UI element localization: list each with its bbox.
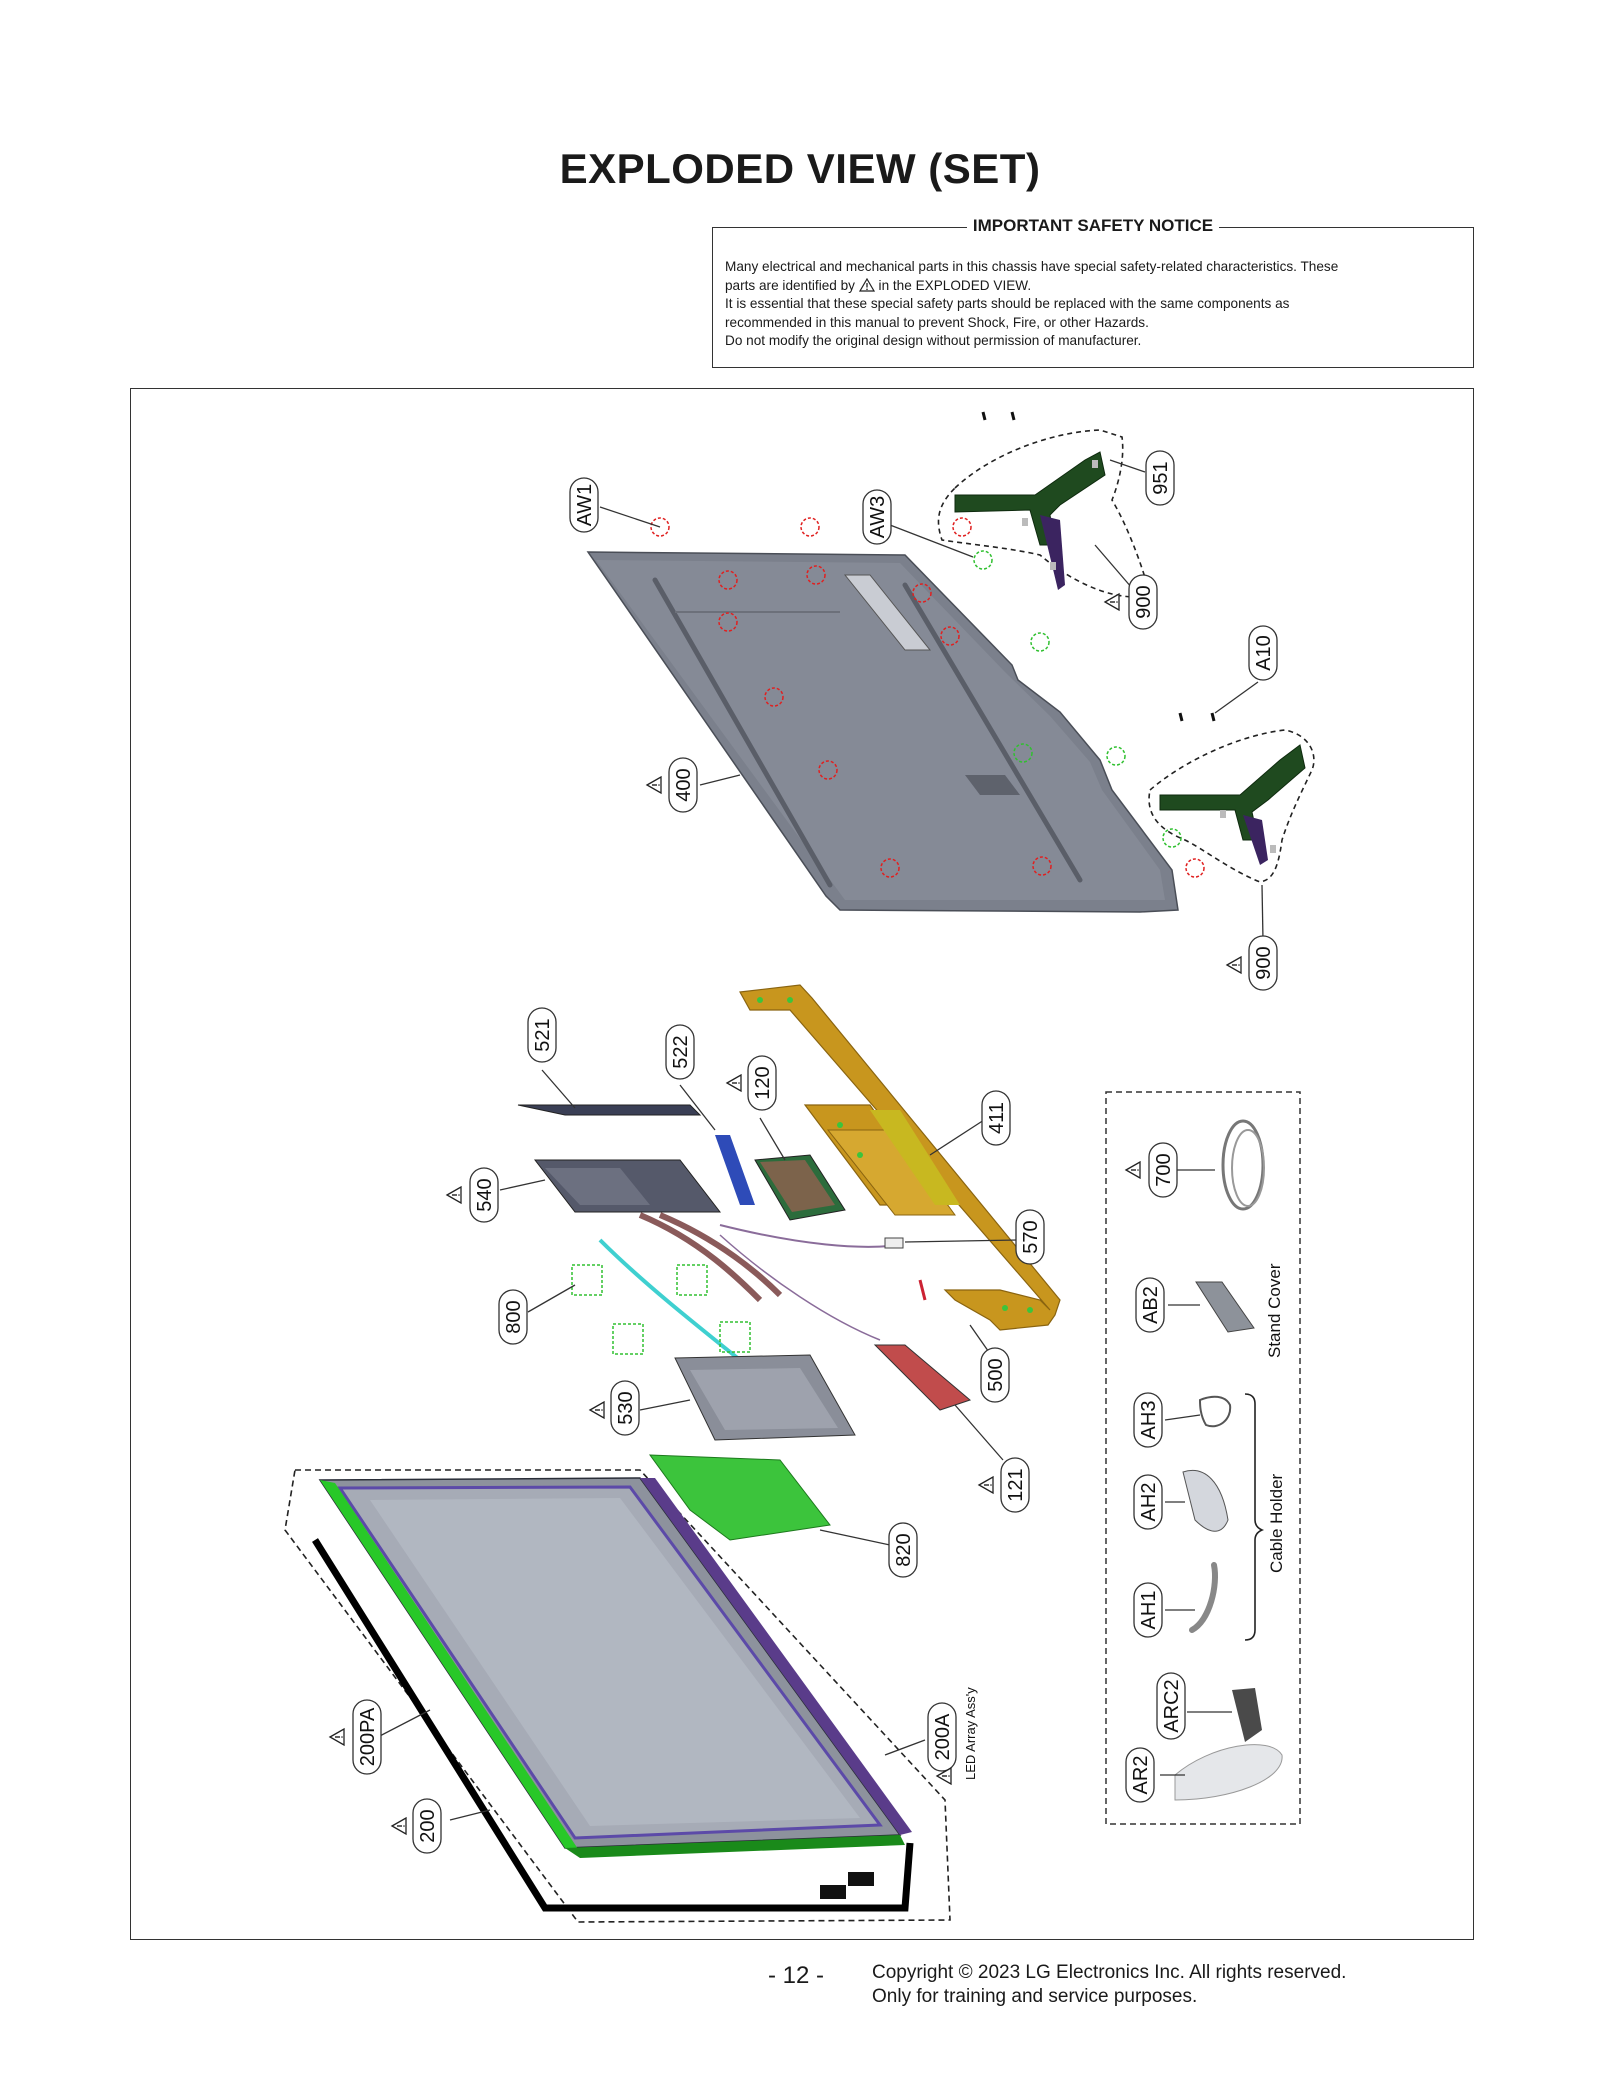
svg-text:500: 500 [985,1358,1007,1392]
part-label-arc2 [1157,1673,1185,1739]
svg-text:522: 522 [670,1035,692,1069]
svg-text:ARC2: ARC2 [1161,1679,1183,1733]
part-label-ar2 [1126,1748,1154,1802]
svg-text:900: 900 [1253,946,1275,980]
svg-text:200: 200 [417,1809,439,1843]
part-label-200a [928,1703,956,1771]
part-label-ah3 [1134,1393,1162,1447]
notice-line-text: parts are identified by [725,277,855,293]
part-label-121 [1001,1458,1029,1512]
svg-text:521: 521 [532,1018,554,1052]
svg-text:AR2: AR2 [1130,1755,1152,1795]
notice-line: It is essential that these special safety parts should be replaced with the same components as [725,296,1290,311]
page-number: - 12 - [768,1962,825,1989]
notice-line-text: in the EXPLODED VIEW. [878,277,1032,293]
svg-text:951: 951 [1150,461,1172,495]
stand-upper-part [938,412,1150,597]
svg-text:900: 900 [1133,585,1155,619]
back-cover-part [588,552,1178,912]
part-label-820 [889,1523,917,1577]
page-title: EXPLODED VIEW (SET) [559,145,1041,192]
warning-triangle-icon [590,1402,604,1418]
part-label-900-lower [1249,936,1277,990]
display-panel-part [285,1470,950,1922]
part-label-530 [611,1381,639,1435]
copyright-notice [872,1961,1346,2009]
part-label-200pa [353,1700,381,1774]
caption-cable-holder: Cable Holder [1267,1473,1286,1573]
warning-triangle-icon [1227,957,1241,973]
svg-text:820: 820 [893,1533,915,1567]
warning-triangle-icon [392,1818,406,1834]
svg-text:700: 700 [1153,1153,1175,1187]
svg-text:AH3: AH3 [1138,1400,1160,1440]
part-label-951 [1146,451,1174,505]
svg-text:AW1: AW1 [574,483,596,527]
svg-text:540: 540 [474,1178,496,1212]
warning-triangle-icon [1126,1162,1140,1178]
part-label-120 [748,1056,776,1110]
copyright-line: Copyright © 2023 LG Electronics Inc. All rights reserved. [872,1962,1347,1983]
notice-line: Do not modify the original design without permission of manufacturer. [725,333,1142,348]
cable-holder-bracket [1245,1394,1262,1640]
caption-led-array: LED Array Ass'y [963,1687,978,1780]
svg-text:AH1: AH1 [1138,1590,1160,1630]
accessories-box [1106,1092,1300,1824]
svg-text:A10: A10 [1253,635,1275,671]
svg-text:AW3: AW3 [867,495,889,539]
part-label-570 [1016,1210,1044,1264]
svg-text:AB2: AB2 [1140,1286,1162,1324]
svg-text:400: 400 [673,768,695,802]
part-label-700 [1149,1143,1177,1197]
part-label-500 [981,1348,1009,1402]
warning-triangle-icon [647,777,661,793]
warning-triangle-icon [727,1075,741,1091]
part-label-800 [499,1290,527,1344]
part-label-200 [413,1799,441,1853]
svg-text:200PA: 200PA [357,1707,379,1767]
svg-text:AH2: AH2 [1138,1482,1160,1522]
part-label-522 [666,1025,694,1079]
svg-text:121: 121 [1005,1468,1027,1502]
notice-line: Many electrical and mechanical parts in this chassis have special safety-related characteristics. These [725,259,1339,274]
part-label-400 [669,758,697,812]
notice-line: recommended in this manual to prevent Shock, Fire, or other Hazards. [725,314,1149,330]
caption-stand-cover: Stand Cover [1265,1263,1284,1358]
part-label-a10 [1249,626,1277,680]
part-label-411 [982,1091,1010,1145]
warning-triangle-icon [330,1729,344,1745]
svg-text:800: 800 [503,1300,525,1334]
safety-notice-heading-text: IMPORTANT SAFETY NOTICE [967,216,1219,235]
svg-text:120: 120 [752,1066,774,1100]
part-label-540 [470,1168,498,1222]
copyright-line: Only for training and service purposes. [872,1986,1198,2007]
power-board-part [650,1345,970,1540]
part-label-aw3 [863,490,891,544]
part-label-aw1 [570,478,598,532]
part-label-900-upper [1129,575,1157,629]
warning-triangle-icon [447,1187,461,1203]
svg-text:570: 570 [1020,1220,1042,1254]
warning-triangle-icon [979,1477,993,1493]
part-label-ab2 [1136,1278,1164,1332]
svg-text:530: 530 [615,1391,637,1425]
stand-lower-part [1149,713,1314,882]
svg-text:411: 411 [986,1102,1008,1134]
part-label-ah2 [1134,1475,1162,1529]
warning-triangle-icon [1105,594,1119,610]
part-label-521 [528,1008,556,1062]
part-label-ah1 [1134,1583,1162,1637]
clip-markers [572,1265,750,1354]
svg-text:200A: 200A [932,1713,954,1761]
